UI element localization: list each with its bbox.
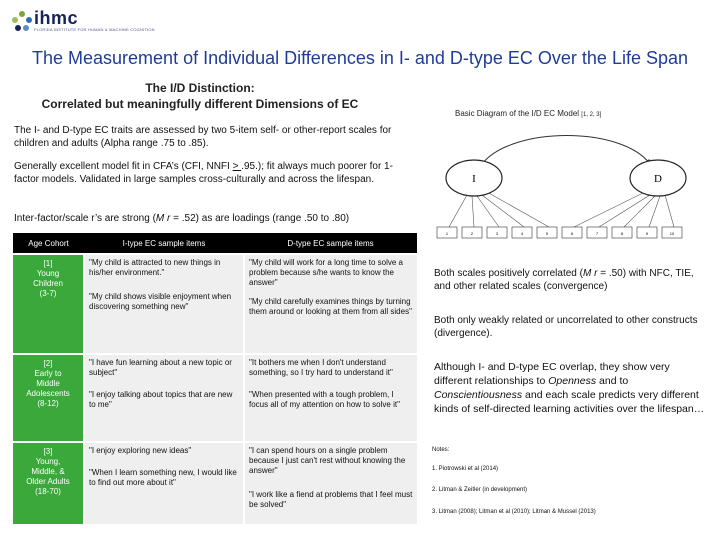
table-row (13, 442, 417, 524)
sample-item: "When presented with a tough problem, I focus all of my attention on how to solve it" (249, 390, 400, 409)
header-age-cohort: Age Cohort (13, 233, 84, 254)
i-items-cell (84, 254, 244, 354)
r1-after: = .50) with NFC, TIE, and other related scales (convergence) (434, 268, 694, 292)
sample-item: "I enjoy exploring new ideas" (89, 446, 192, 455)
subtitle-line-1: The I/D Distinction: (145, 81, 255, 95)
age-line: Children (33, 279, 63, 288)
age-line: Middle (36, 379, 60, 388)
r3-conscientiousness: Conscientiousness (434, 389, 523, 401)
sample-item: "My child carefully examines things by turning them around or looking at them from all sides" (249, 297, 412, 316)
sample-item: "My child will work for a long time to solve a problem because s/he wants to know the answer" (249, 258, 404, 287)
ihmc-logo (10, 8, 160, 40)
diagram-title-text: Basic Diagram of the I/D EC Model (455, 109, 580, 118)
age-line: Young, (35, 457, 61, 466)
loadings-d (574, 192, 674, 227)
divergence-text: Both only weakly related or uncorrelated to other constructs (divergence). (434, 315, 698, 339)
age-line: Early to (34, 369, 62, 378)
note-item: 1. Piotrowski et al (2014) (432, 466, 499, 472)
indicator-label: 9 (645, 231, 649, 236)
indicator-label: 6 (570, 231, 574, 236)
d-items-cell (244, 254, 417, 354)
convergence-text (434, 267, 709, 293)
overlap-text (434, 360, 709, 416)
sample-items-table (13, 233, 417, 524)
r1-before: Both scales positively correlated ( (434, 268, 583, 279)
d-items-cell (244, 442, 417, 524)
indicator-label: 5 (545, 231, 549, 236)
table-row (13, 254, 417, 354)
age-line: [3] (43, 447, 53, 456)
paragraph-assessment: The I- and D-type EC traits are assessed by two 5-item self- or other-report scales for children and adults (Alpha range .75 to .85). (14, 125, 392, 149)
age-line: Middle, & (31, 467, 65, 476)
page-title: The Measurement of Individual Differences in I- and D-type EC Over the Life Span (32, 48, 688, 68)
logo-text: ihmc (34, 8, 79, 28)
subtitle-line-2: Correlated but meaningfully different Dimensions of EC (41, 97, 359, 111)
age-line: (3-7) (39, 289, 57, 298)
age-line: [2] (43, 359, 53, 368)
sample-item: "My child is attracted to new things in his/her environment." (89, 258, 221, 277)
sample-item: "My child shows visible enjoyment when discovering something new" (89, 292, 232, 311)
header-d-type: D-type EC sample items (244, 233, 417, 254)
id-ec-model-diagram (432, 120, 702, 242)
header-i-type: I-type EC sample items (84, 233, 244, 254)
i-items-cell (84, 354, 244, 442)
p2-after: .95.); fit always much poorer for 1-factor models. Validated in large samples cross-culturally and across the lifespan. (14, 161, 393, 185)
p3-after: = .52) as are loadings (range .50 to .80) (170, 213, 350, 224)
factor-i-label: I (472, 173, 476, 185)
note-item: 2. Litman & Zeitler (in development) (432, 487, 528, 493)
age-line: Adolescents (26, 389, 70, 398)
indicator-label: 10 (669, 231, 675, 236)
p2-ge: > (232, 161, 242, 172)
sample-item: "I work like a fiend at problems that I feel must be solved" (249, 490, 413, 509)
indicator-label: 8 (620, 231, 624, 236)
age-cohort-cell (13, 354, 84, 442)
covariance-arrow (482, 136, 650, 165)
indicator-label: 2 (470, 231, 474, 236)
age-line: (18-70) (35, 487, 61, 496)
sample-item: "I can spend hours on a single problem because I just can't rest without knowing the answer" (249, 446, 406, 475)
age-cohort-cell (13, 442, 84, 524)
p3-m: M r (155, 213, 171, 224)
r3-openness: Openness (548, 375, 597, 387)
age-line: [1] (43, 259, 53, 268)
r3-a: Although I- and D-type EC overlap, they show very different relationships to (434, 361, 670, 387)
p2-before: Generally excellent model fit in CFA’s (CFI, NNFI (14, 161, 233, 172)
age-cohort-cell (13, 254, 84, 354)
indicator-label: 7 (595, 231, 599, 236)
factor-d-label: D (654, 173, 662, 185)
r3-b: and to (596, 375, 629, 387)
indicator-label: 3 (495, 231, 499, 236)
paragraph-model-fit (14, 160, 414, 186)
subtitle (20, 80, 380, 112)
r1-m: M r (582, 268, 598, 279)
sample-item: "It bothers me when I don't understand something, so I try hard to understand it" (249, 358, 393, 377)
age-line: Young (36, 269, 60, 278)
table-header-row (13, 233, 417, 254)
indicator-label: 4 (520, 231, 524, 236)
d-items-cell (244, 354, 417, 442)
i-items-cell (84, 442, 244, 524)
indicator-label: 1 (445, 231, 449, 236)
diagram-title (455, 109, 601, 118)
paragraph-inter-factor (14, 212, 424, 225)
r3-c: and each scale predicts very different kinds of self-directed learning activities over the lifespan… (434, 389, 705, 415)
table-row (13, 354, 417, 442)
sample-item: "When I learn something new, I would like to find out more about it" (89, 468, 237, 487)
p3-before: Inter-factor/scale r’s are strong ( (14, 213, 156, 224)
age-line: Older Adults (26, 477, 70, 486)
sample-item: "I enjoy talking about topics that are new to me" (89, 390, 233, 409)
age-line: (8-12) (37, 399, 59, 408)
sample-item: "I have fun learning about a new topic or subject" (89, 358, 232, 377)
diagram-title-ref: [1, 2, 3] (581, 112, 602, 118)
loadings-i (449, 192, 549, 227)
logo-tagline: FLORIDA INSTITUTE FOR HUMAN & MACHINE COGNITION (34, 27, 155, 32)
notes-label: Notes: (432, 447, 450, 453)
note-item: 3. Litman (2008); Litman et al (2010); Litman & Mussel (2013) (432, 509, 596, 515)
logo-mark-icon (10, 10, 34, 34)
